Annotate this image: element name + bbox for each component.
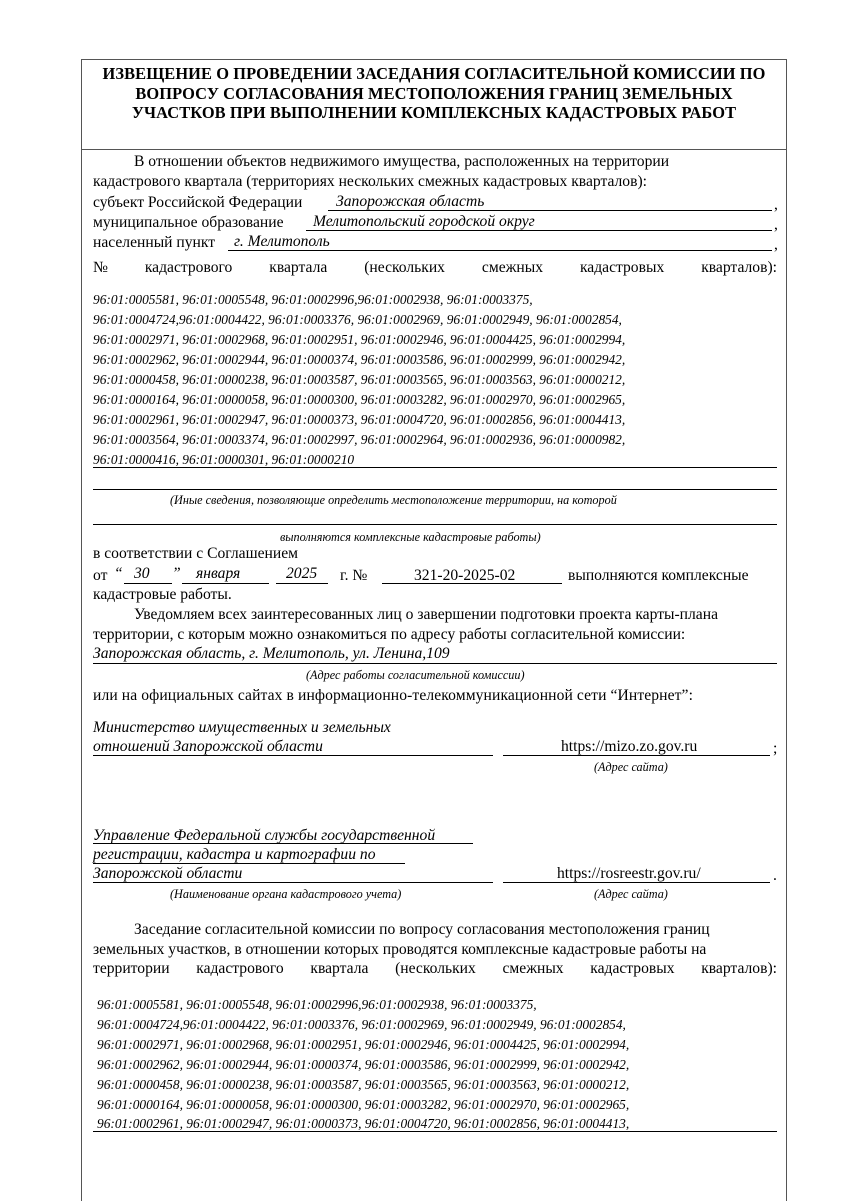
quarter-label-word: кадастровых <box>579 259 665 276</box>
cadastral-line: 96:01:0002961, 96:01:0002947, 96:01:0000373, 96:01:0004720, 96:01:0002856, 96:01:0004413, <box>93 412 626 427</box>
quarter-label-word: квартала <box>269 259 328 276</box>
meeting-line-3-word: кварталов): <box>701 960 777 977</box>
cadastral-line: 96:01:0002971, 96:01:0002968, 96:01:0002951, 96:01:0002946, 96:01:0004425, 96:01:0002994, <box>93 332 626 347</box>
quarter-label-row <box>93 259 777 277</box>
cadastral-line: 96:01:0005581, 96:01:0005548, 96:01:0002996,96:01:0002938, 96:01:0003375, <box>93 292 533 307</box>
settlement-comma: , <box>774 236 778 253</box>
cadastral-line: 96:01:0000458, 96:01:0000238, 96:01:0003587, 96:01:0003565, 96:01:0003563, 96:01:0000212, <box>93 372 626 387</box>
municipality-label: муниципальное образование <box>93 214 284 231</box>
internet-line: или на официальных сайтах в информационно-телекоммуникационной сети “Интернет”: <box>93 687 694 704</box>
meeting-line-3-row <box>93 960 777 978</box>
site2-punct: . <box>773 867 777 884</box>
agreement-number: 321-20-2025-02 <box>414 567 516 584</box>
commission-address-underline <box>93 663 777 664</box>
date-month: января <box>196 565 241 582</box>
cadastral-line: 96:01:0000164, 96:01:0000058, 96:01:0000300, 96:01:0003282, 96:01:0002970, 96:01:0002965, <box>93 392 626 407</box>
intro-line-2: кадастрового квартала (территориях нескольких смежных кадастровых кварталов): <box>93 173 647 190</box>
quarter-label-word: смежных <box>481 259 544 276</box>
municipality-comma: , <box>774 216 778 233</box>
site1-url[interactable]: https://mizo.zo.gov.ru <box>561 738 698 755</box>
site2-org-line-1: Управление Федеральной службы государственной <box>93 827 436 844</box>
cadastral-line: 96:01:0004724,96:01:0004422, 96:01:0003376, 96:01:0002969, 96:01:0002949, 96:01:0002854, <box>93 312 622 327</box>
site2-url-underline <box>503 882 770 883</box>
quarter-label-word: (нескольких <box>364 259 445 276</box>
meeting-line-1: Заседание согласительной комиссии по вопросу согласования местоположения границ <box>134 921 710 938</box>
date-day: 30 <box>134 565 150 582</box>
intro-line-1: В отношении объектов недвижимого имущества, расположенных на территории <box>134 153 670 170</box>
cadastral-line: 96:01:0000164, 96:01:0000058, 96:01:0000300, 96:01:0003282, 96:01:0002970, 96:01:0002965, <box>97 1097 630 1112</box>
subject-value: Запорожская область <box>336 193 485 210</box>
site1-url-underline <box>503 755 770 756</box>
other-info-line-2 <box>93 524 777 525</box>
cadastral-line: 96:01:0004724,96:01:0004422, 96:01:0003376, 96:01:0002969, 96:01:0002949, 96:01:0002854, <box>97 1017 626 1032</box>
meeting-line-3-word: кадастровых <box>590 960 675 977</box>
site1-org-underline <box>93 755 493 756</box>
site1-punct: ; <box>773 740 778 757</box>
cadastral-line: 96:01:0002971, 96:01:0002968, 96:01:0002951, 96:01:0002946, 96:01:0004425, 96:01:0002994, <box>97 1037 630 1052</box>
date-quote-close: ” <box>172 565 181 582</box>
cadastral-line: 96:01:0000458, 96:01:0000238, 96:01:0003587, 96:01:0003565, 96:01:0003563, 96:01:0000212, <box>97 1077 630 1092</box>
meeting-line-3-word: смежных <box>502 960 564 977</box>
notify-line-2: территории, с которым можно ознакомиться по адресу работы согласительной комиссии: <box>93 626 686 643</box>
cadastral-line: 96:01:0002962, 96:01:0002944, 96:01:0000374, 96:01:0003586, 96:01:0002999, 96:01:0002942, <box>97 1057 630 1072</box>
cadastral-line: 96:01:0005581, 96:01:0005548, 96:01:0002996,96:01:0002938, 96:01:0003375, <box>97 997 537 1012</box>
other-info-caption-1: (Иные сведения, позволяющие определить местоположение территории, на которой <box>170 493 617 507</box>
site2-org-line-2: регистрации, кадастра и картографии по <box>93 846 376 863</box>
title-divider <box>81 149 786 150</box>
settlement-value: г. Мелитополь <box>234 233 330 250</box>
quarter-label-word: № <box>93 259 108 276</box>
meeting-line-3-word: (нескольких <box>395 960 476 977</box>
site2-org-caption: (Наименование органа кадастрового учета) <box>170 887 402 901</box>
commission-address: Запорожская область, г. Мелитополь, ул. Ленина,109 <box>93 645 450 662</box>
municipality-value: Мелитопольский городской округ <box>313 213 535 230</box>
site2-org-line-1-underline <box>93 843 473 844</box>
site1-caption: (Адрес сайта) <box>594 760 668 774</box>
cadastral-line: 96:01:0002961, 96:01:0002947, 96:01:0000373, 96:01:0004720, 96:01:0002856, 96:01:0004413, <box>97 1116 630 1131</box>
quarter-label-word: кварталов): <box>701 259 777 276</box>
cadastral-list-2-underline <box>93 1131 777 1132</box>
site1-org-line-1: Министерство имущественных и земельных <box>93 719 391 736</box>
date-from: от <box>93 567 108 584</box>
meeting-line-3-word: квартала <box>310 960 369 977</box>
date-year-suffix: г. № <box>340 567 368 584</box>
meeting-line-2: земельных участков, в отношении которых проводятся комплексные кадастровые работы на <box>93 941 707 958</box>
date-quote-open: “ <box>114 565 123 582</box>
site2-org-underline <box>93 882 493 883</box>
agreement-line: в соответствии с Соглашением <box>93 545 299 562</box>
site2-url-caption: (Адрес сайта) <box>594 887 668 901</box>
cadastral-line: 96:01:0002962, 96:01:0002944, 96:01:0000374, 96:01:0003586, 96:01:0002999, 96:01:0002942, <box>93 352 626 367</box>
cadastral-list-1-underline <box>93 467 777 468</box>
date-year: 2025 <box>286 565 318 582</box>
other-info-caption-2: выполняются комплексные кадастровые работы) <box>280 530 541 544</box>
performed-text: выполняются комплексные <box>568 567 749 584</box>
site2-url[interactable]: https://rosreestr.gov.ru/ <box>557 865 701 882</box>
settlement-label: населенный пункт <box>93 234 216 251</box>
cadastral-line: 96:01:0000416, 96:01:0000301, 96:01:0000210 <box>93 452 355 467</box>
subject-comma: , <box>774 196 778 213</box>
document-title: ИЗВЕЩЕНИЕ О ПРОВЕДЕНИИ ЗАСЕДАНИЯ СОГЛАСИТЕЛЬНОЙ КОМИССИИ ПО ВОПРОСУ СОГЛАСОВАНИЯ МЕСТОПОЛОЖЕНИЯ ГРАНИЦ ЗЕМЕЛЬНЫХ УЧАСТКОВ ПРИ ВЫПОЛНЕНИИ КОМПЛЕКСНЫХ КАДАСТРОВЫХ РАБОТ <box>102 64 766 122</box>
meeting-line-3-word: территории <box>93 960 170 977</box>
performed-text-2: кадастровые работы. <box>93 586 232 603</box>
meeting-line-3-word: кадастрового <box>196 960 284 977</box>
subject-label: субъект Российской Федерации <box>93 194 303 211</box>
site2-org-line-3: Запорожской области <box>93 865 243 882</box>
cadastral-line: 96:01:0003564, 96:01:0003374, 96:01:0002997, 96:01:0002964, 96:01:0002936, 96:01:0000982, <box>93 432 626 447</box>
commission-address-caption: (Адрес работы согласительной комиссии) <box>306 668 525 682</box>
notify-line-1: Уведомляем всех заинтересованных лиц о завершении подготовки проекта карты-плана <box>134 606 718 623</box>
site1-org-line-2: отношений Запорожской области <box>93 738 323 755</box>
quarter-label-word: кадастрового <box>144 259 233 276</box>
